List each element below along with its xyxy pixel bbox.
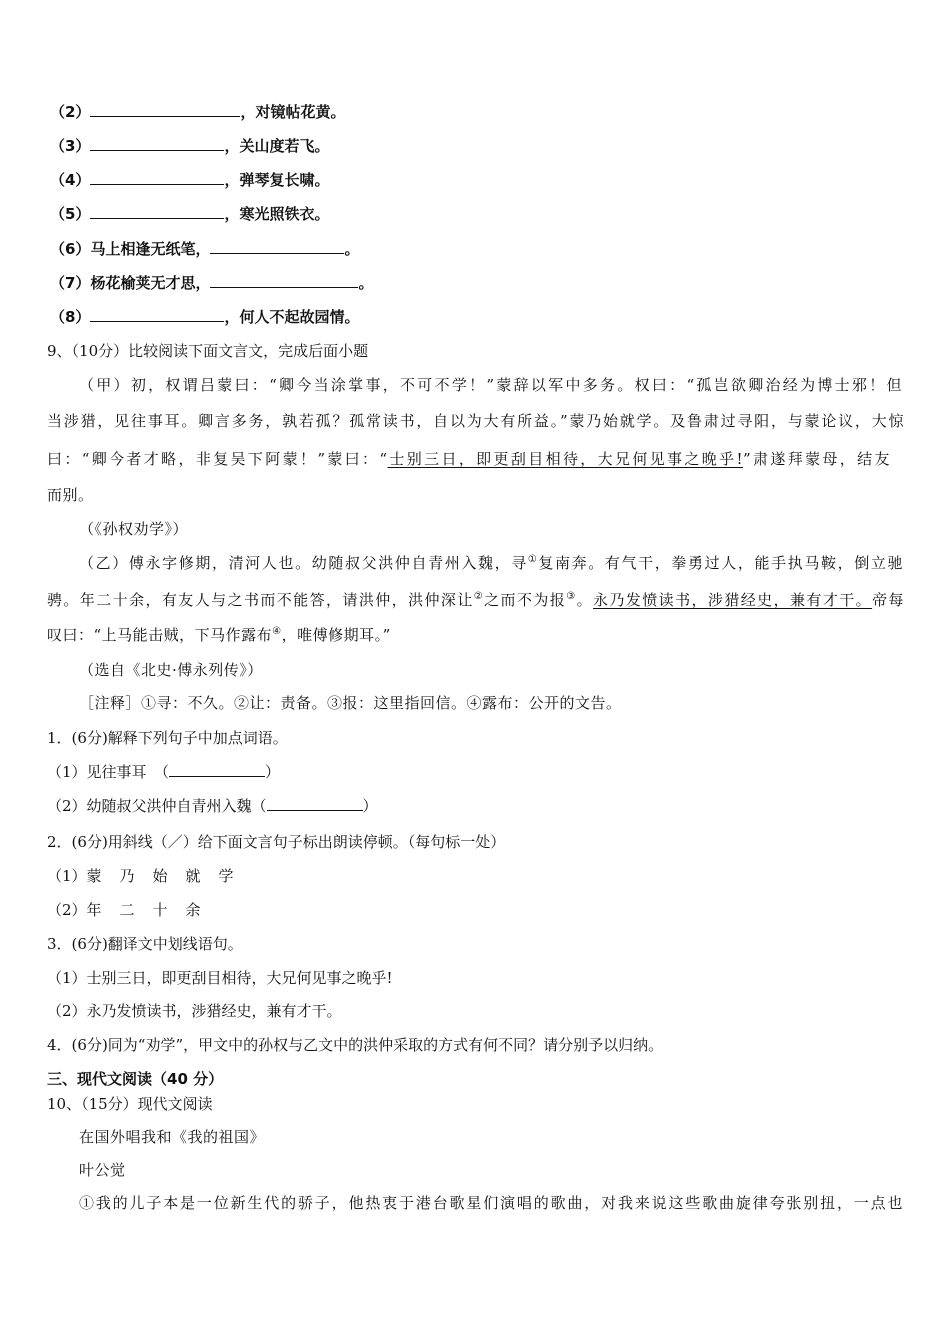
answer-blank[interactable]	[169, 762, 265, 777]
answer-blank[interactable]	[210, 273, 358, 288]
jia-line-3: 曰：“卿今者才略，非复吴下阿蒙！”蒙曰：“士别三日，即更刮目相待，大兄何见事之晚乎!”肃遂拜蒙母，结友	[47, 450, 890, 468]
question-3: 3．(6分)翻译文中划线语句。	[47, 935, 243, 953]
answer-blank[interactable]	[267, 796, 363, 811]
poem-line-6: （6）马上相逢无纸笔， 。	[50, 240, 360, 258]
jia-line-4: 而别。	[47, 486, 94, 504]
question-4: 4．(6分)同为“劝学”，甲文中的孙权与乙文中的洪仲采取的方式有何不同？请分别予以归纳。	[47, 1036, 664, 1054]
poem-line-4: （4） ，弹琴复长啸。	[50, 171, 330, 189]
jia-line-1: （甲）初，权谓吕蒙曰：“卿今当涂掌事，不可不学！”蒙辞以军中多务。权曰：“孤岂欲卿治经为博士邪！但	[79, 376, 902, 394]
yi-line-3: 叹曰：“上马能击贼，下马作露布④，唯傅修期耳。”	[47, 626, 391, 644]
jia-line-2: 当涉猎，见往事耳。卿言多务，孰若孤？孤常读书，自以为大有所益。”蒙乃始就学。及鲁肃过寻阳，与蒙论议，大惊	[47, 412, 904, 430]
question-10: 10、（15分）现代文阅读	[47, 1095, 213, 1113]
question-2b: （2）年二十余	[47, 901, 219, 919]
q9-header: 9、（10分）比较阅读下面文言文，完成后面小题	[47, 342, 369, 360]
question-2: 2．(6分)用斜线（／）给下面文言句子标出朗读停顿。（每句标一处）	[47, 833, 506, 851]
question-1b: （2）幼随叔父洪仲自青州入魏（ ）	[47, 797, 378, 815]
answer-blank[interactable]	[90, 204, 224, 219]
poem-line-3: （3） ，关山度若飞。	[50, 137, 330, 155]
underlined-sentence-jia: 士别三日，即更刮目相待，大兄何见事之晚乎!	[387, 450, 743, 468]
question-1: 1．(6分)解释下列句子中加点词语。	[47, 729, 288, 747]
poem-line-5: （5） ，寒光照铁衣。	[50, 205, 330, 223]
section-3-title: 三、现代文阅读（40 分）	[47, 1070, 224, 1088]
question-2a: （1）蒙乃始就学	[47, 867, 252, 885]
poem-line-2: （2） ，对镜帖花黄。	[50, 103, 346, 121]
annotation-note: ［注释］①寻：不久。②让：责备。③报：这里指回信。④露布：公开的文告。	[79, 694, 622, 712]
yi-line-1: （乙）傅永字修期，清河人也。幼随叔父洪仲自青州入魏，寻①复南奔。有气干，拳勇过人，能手执马鞍，倒立驰	[79, 554, 903, 572]
article-author: 叶公觉	[79, 1161, 126, 1179]
question-3a: （1）士别三日，即更刮目相待，大兄何见事之晚乎!	[47, 969, 393, 987]
answer-blank[interactable]	[90, 102, 240, 117]
poem-line-7: （7）杨花榆荚无才思， 。	[50, 274, 374, 292]
jia-source: （《孙权劝学》）	[79, 520, 189, 538]
article-title: 在国外唱我和《我的祖国》	[79, 1128, 266, 1146]
answer-blank[interactable]	[210, 239, 344, 254]
yi-source: （选自《北史·傅永列传》）	[79, 661, 263, 679]
underlined-sentence-yi: 永乃发愤读书，涉猎经史，兼有才干。	[593, 591, 873, 609]
yi-line-2: 骋。年二十余，有友人与之书而不能答，请洪仲，洪仲深让②之而不为报③。永乃发愤读书，涉猎经史，兼有才干。帝每	[47, 591, 904, 609]
question-3b: （2）永乃发愤读书，涉猎经史，兼有才干。	[47, 1002, 342, 1020]
answer-blank[interactable]	[90, 170, 224, 185]
answer-blank[interactable]	[90, 136, 224, 151]
poem-line-8: （8） ，何人不起故园情。	[50, 308, 360, 326]
answer-blank[interactable]	[90, 307, 224, 322]
article-paragraph-1: ①我的儿子本是一位新生代的骄子，他热衷于港台歌星们演唱的歌曲，对我来说这些歌曲旋律夸张别扭，一点也	[79, 1194, 903, 1212]
question-1a: （1）见往事耳 （ ）	[47, 763, 281, 781]
